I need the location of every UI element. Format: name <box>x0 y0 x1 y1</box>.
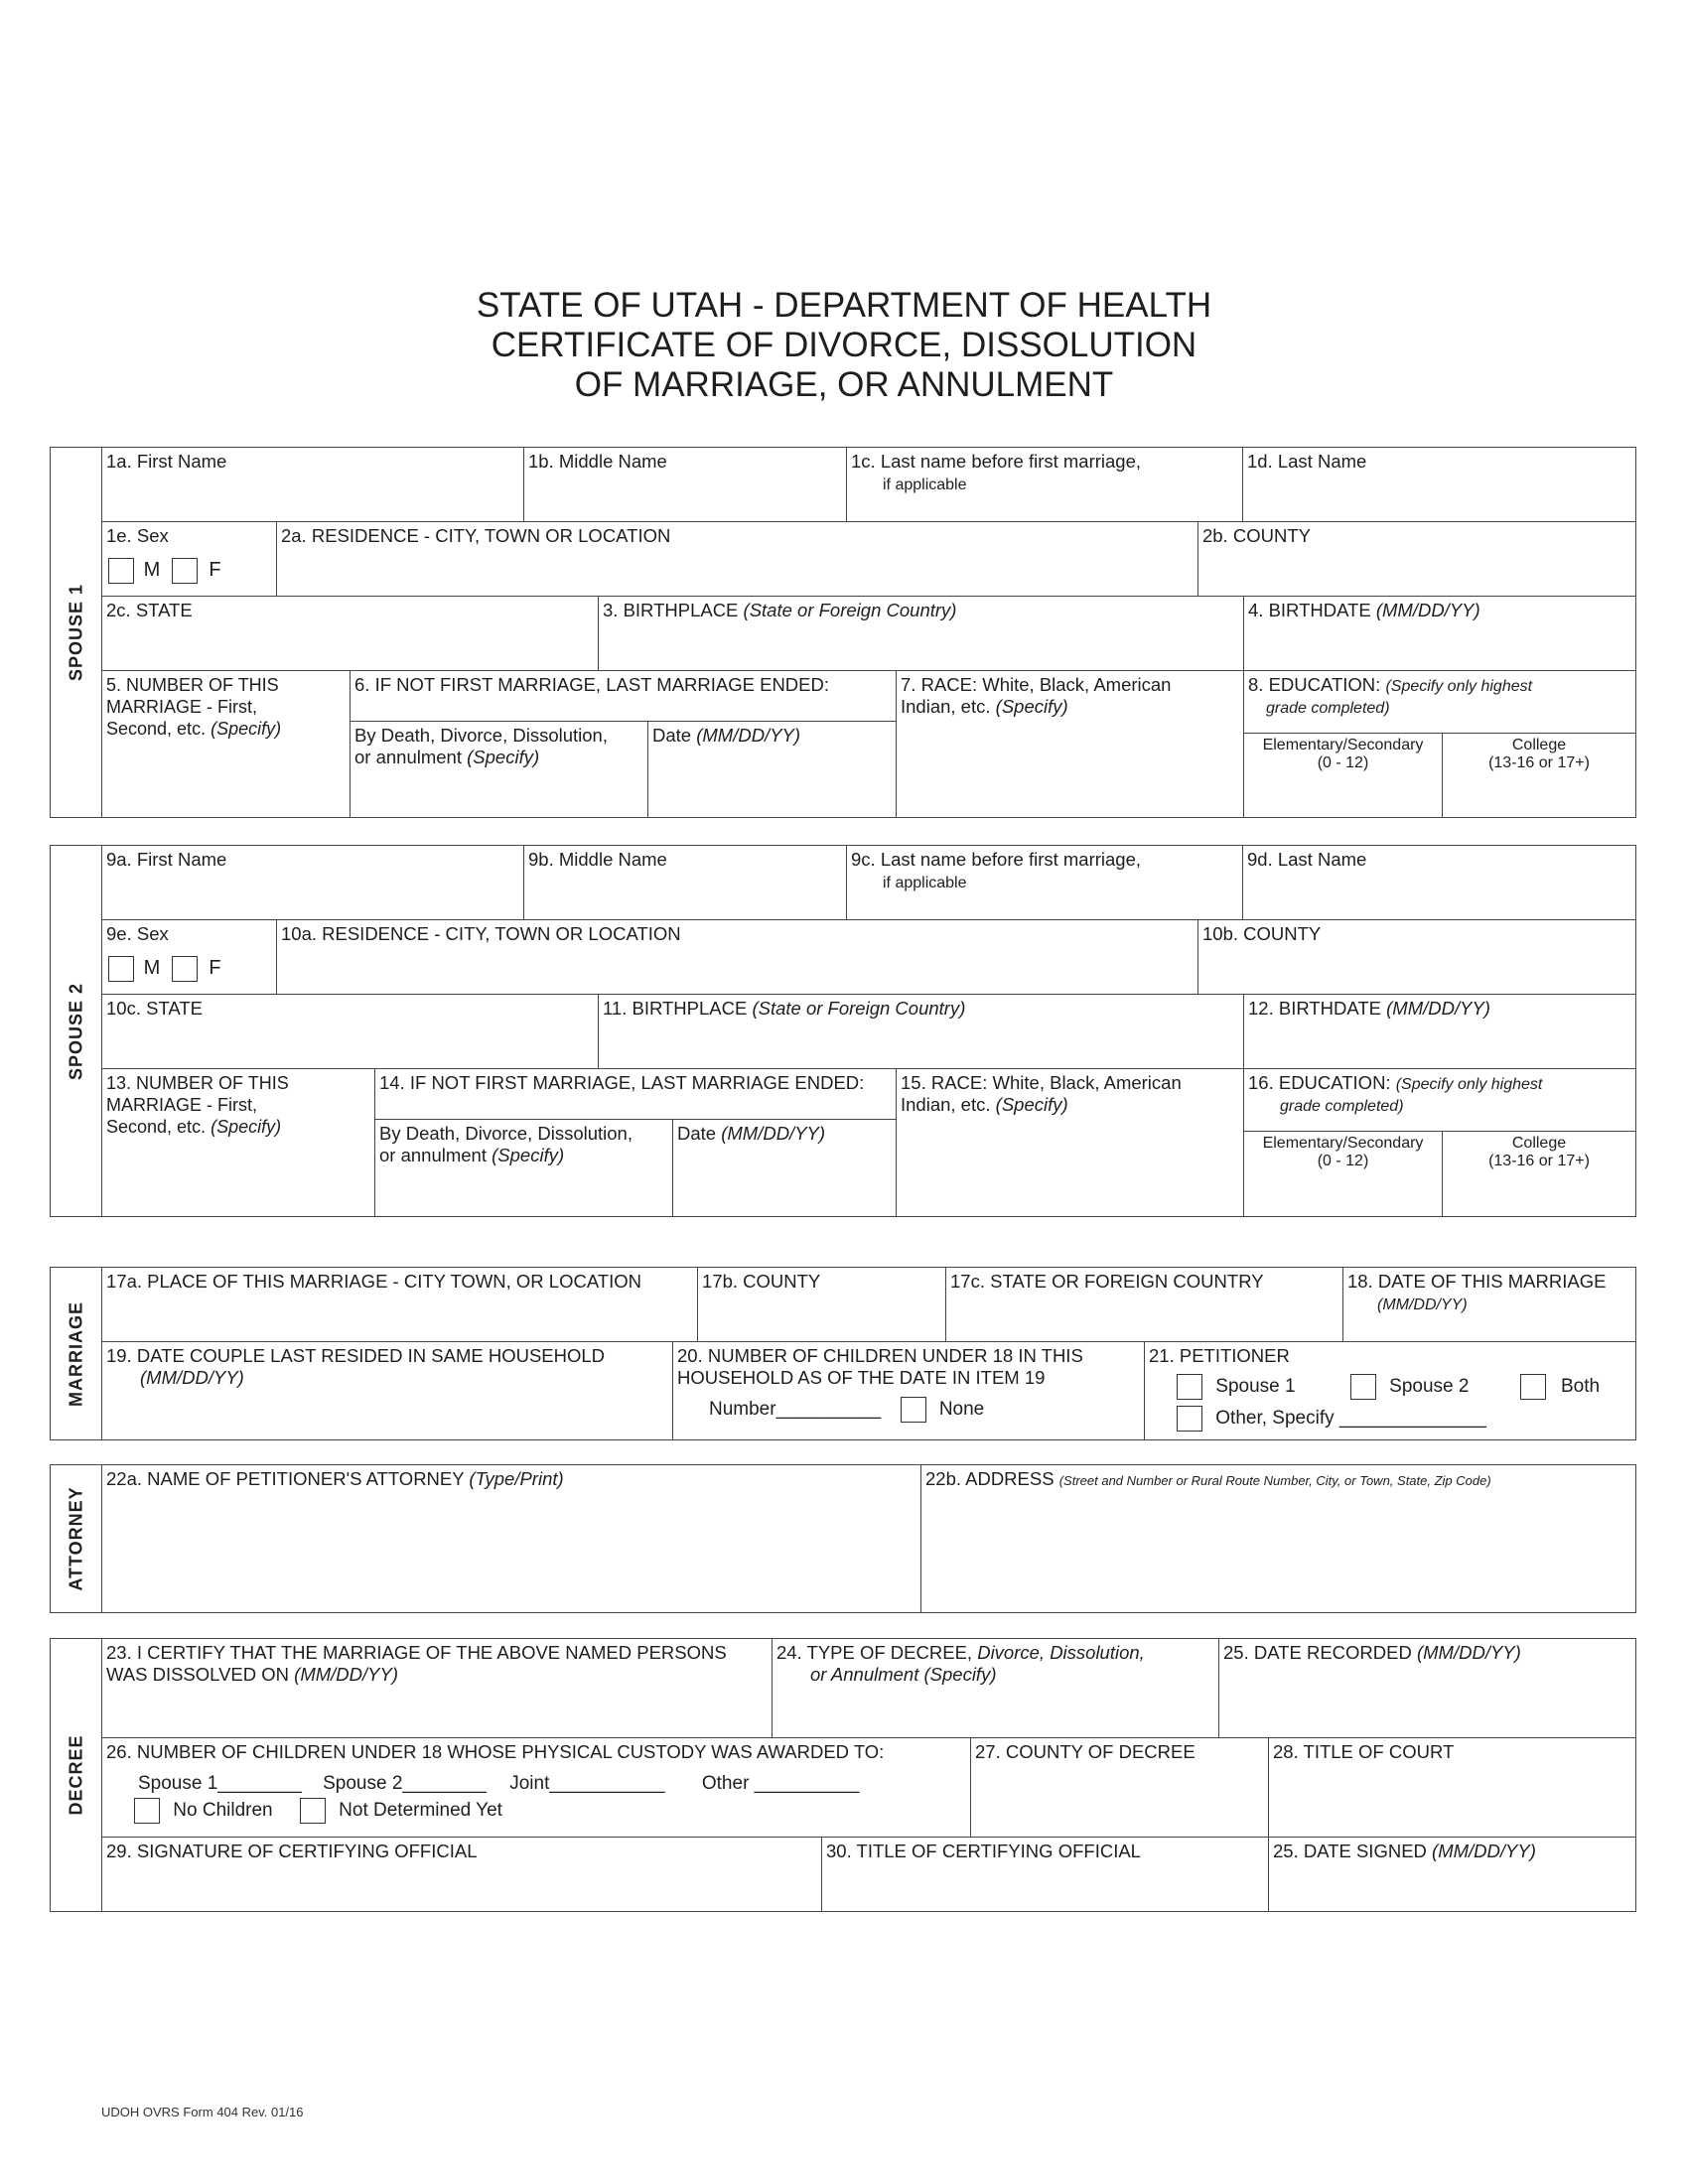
spouse-1-ended-date-field[interactable]: Date (MM/DD/YY) <box>647 722 896 817</box>
spouse-2-male-checkbox[interactable] <box>108 956 134 982</box>
spouse-1-education-header: 8. EDUCATION: (Specify only highest grade completed) <box>1243 671 1635 734</box>
children-in-household-field: 20. NUMBER OF CHILDREN UNDER 18 IN THIS HOUSEHOLD AS OF THE DATE IN ITEM 19 Number__________ None <box>672 1342 1144 1439</box>
form-title-line-1: STATE OF UTAH - DEPARTMENT OF HEALTH <box>476 286 1212 325</box>
spouse-2-ended-by-field[interactable]: By Death, Divorce, Dissolution, or annulment (Specify) <box>374 1120 672 1216</box>
spouse-1-education-college-field[interactable]: College (13-16 or 17+) <box>1442 734 1635 817</box>
date-signed-field[interactable]: 25. DATE SIGNED (MM/DD/YY) <box>1268 1838 1635 1911</box>
spouse-2-education-college-field[interactable]: College (13-16 or 17+) <box>1442 1132 1635 1216</box>
county-of-decree-field[interactable]: 27. COUNTY OF DECREE <box>970 1738 1268 1838</box>
petitioner-other-checkbox[interactable] <box>1177 1406 1202 1432</box>
spouse-1-marriage-number-field[interactable]: 5. NUMBER OF THIS MARRIAGE - First, Second, etc. (Specify) <box>101 671 350 817</box>
attorney-address-field[interactable]: 22b. ADDRESS (Street and Number or Rural Route Number, City, or Town, State, Zip Code) <box>920 1465 1635 1612</box>
spouse-1-last-name-field[interactable]: 1d. Last Name <box>1242 448 1635 522</box>
spouse-1-last-name-before-field[interactable]: 1c. Last name before first marriage, if applicable <box>846 448 1242 522</box>
children-number-input[interactable]: Number__________ <box>709 1399 882 1421</box>
spouse-1-state-field[interactable]: 2c. STATE <box>101 597 598 671</box>
spouse-2-education-elementary-field[interactable]: Elementary/Secondary (0 - 12) <box>1243 1132 1442 1216</box>
custody-joint-input[interactable]: Joint___________ <box>509 1773 665 1794</box>
form-footer: UDOH OVRS Form 404 Rev. 01/16 <box>101 2105 304 2119</box>
spouse-1-section <box>50 447 1636 818</box>
spouse-2-birthdate-field[interactable]: 12. BIRTHDATE (MM/DD/YY) <box>1243 995 1635 1069</box>
form-title-line-3: OF MARRIAGE, OR ANNULMENT <box>574 365 1114 404</box>
petitioner-both-checkbox[interactable] <box>1520 1374 1546 1400</box>
spouse-2-last-name-field[interactable]: 9d. Last Name <box>1242 846 1635 920</box>
spouse-2-education-header: 16. EDUCATION: (Specify only highest grade completed) <box>1243 1069 1635 1132</box>
spouse-1-female-checkbox[interactable] <box>172 558 198 584</box>
custody-spouse-2-input[interactable]: Spouse 2________ <box>323 1773 487 1794</box>
custody-field: 26. NUMBER OF CHILDREN UNDER 18 WHOSE PHYSICAL CUSTODY WAS AWARDED TO: Spouse 1________ Spouse 2________ Joint___________ Other __________ No Children Not Determined Yet <box>101 1738 970 1838</box>
last-resided-date-field[interactable]: 19. DATE COUPLE LAST RESIDED IN SAME HOUSEHOLD (MM/DD/YY) <box>101 1342 672 1439</box>
decree-type-field[interactable]: 24. TYPE OF DECREE, Divorce, Dissolution, or Annulment (Specify) <box>772 1639 1218 1738</box>
spouse-2-last-marriage-ended-header: 14. IF NOT FIRST MARRIAGE, LAST MARRIAGE ENDED: <box>374 1069 896 1120</box>
decree-section <box>50 1638 1636 1912</box>
spouse-1-race-field[interactable]: 7. RACE: White, Black, American Indian, etc. (Specify) <box>896 671 1243 817</box>
spouse-2-section <box>50 845 1636 1217</box>
certifying-signature-field[interactable]: 29. SIGNATURE OF CERTIFYING OFFICIAL <box>101 1838 821 1911</box>
attorney-side-label: ATTORNEY <box>51 1465 102 1612</box>
spouse-2-birthplace-field[interactable]: 11. BIRTHPLACE (State or Foreign Country) <box>598 995 1243 1069</box>
form-title-line-2: CERTIFICATE OF DIVORCE, DISSOLUTION <box>491 326 1197 364</box>
no-children-checkbox[interactable] <box>134 1798 160 1824</box>
spouse-1-residence-field[interactable]: 2a. RESIDENCE - CITY, TOWN OR LOCATION <box>276 522 1197 597</box>
petitioner-spouse-2-checkbox[interactable] <box>1350 1374 1376 1400</box>
custody-other-input[interactable]: Other __________ <box>701 1773 860 1794</box>
spouse-1-ended-by-field[interactable]: By Death, Divorce, Dissolution, or annulment (Specify) <box>350 722 647 817</box>
spouse-2-residence-field[interactable]: 10a. RESIDENCE - CITY, TOWN OR LOCATION <box>276 920 1197 995</box>
marriage-side-label: MARRIAGE <box>51 1268 102 1439</box>
spouse-1-birthdate-field[interactable]: 4. BIRTHDATE (MM/DD/YY) <box>1243 597 1635 671</box>
spouse-2-county-field[interactable]: 10b. COUNTY <box>1197 920 1635 995</box>
spouse-2-sex-field: 9e. Sex M F <box>101 920 276 995</box>
marriage-date-field[interactable]: 18. DATE OF THIS MARRIAGE (MM/DD/YY) <box>1342 1268 1635 1342</box>
marriage-county-field[interactable]: 17b. COUNTY <box>697 1268 945 1342</box>
petitioner-spouse-1-checkbox[interactable] <box>1177 1374 1202 1400</box>
spouse-1-middle-name-field[interactable]: 1b. Middle Name <box>523 448 846 522</box>
spouse-2-middle-name-field[interactable]: 9b. Middle Name <box>523 846 846 920</box>
spouse-2-marriage-number-field[interactable]: 13. NUMBER OF THIS MARRIAGE - First, Second, etc. (Specify) <box>101 1069 374 1216</box>
not-determined-checkbox[interactable] <box>300 1798 326 1824</box>
date-recorded-field[interactable]: 25. DATE RECORDED (MM/DD/YY) <box>1218 1639 1635 1738</box>
attorney-name-field[interactable]: 22a. NAME OF PETITIONER'S ATTORNEY (Type/Print) <box>101 1465 920 1612</box>
marriage-state-field[interactable]: 17c. STATE OR FOREIGN COUNTRY <box>945 1268 1342 1342</box>
spouse-1-county-field[interactable]: 2b. COUNTY <box>1197 522 1635 597</box>
spouse-1-education-elementary-field[interactable]: Elementary/Secondary (0 - 12) <box>1243 734 1442 817</box>
spouse-1-first-name-field[interactable]: 1a. First Name <box>101 448 523 522</box>
spouse-1-birthplace-field[interactable]: 3. BIRTHPLACE (State or Foreign Country) <box>598 597 1243 671</box>
spouse-2-ended-date-field[interactable]: Date (MM/DD/YY) <box>672 1120 896 1216</box>
decree-side-label: DECREE <box>51 1639 102 1911</box>
children-none-checkbox[interactable] <box>901 1397 926 1423</box>
custody-spouse-1-input[interactable]: Spouse 1________ <box>138 1773 302 1794</box>
spouse-2-first-name-field[interactable]: 9a. First Name <box>101 846 523 920</box>
spouse-1-side-label: SPOUSE 1 <box>51 448 102 817</box>
title-of-court-field[interactable]: 28. TITLE OF COURT <box>1268 1738 1635 1838</box>
attorney-section <box>50 1464 1636 1613</box>
marriage-section <box>50 1267 1636 1440</box>
spouse-2-race-field[interactable]: 15. RACE: White, Black, American Indian, etc. (Specify) <box>896 1069 1243 1216</box>
certifying-title-field[interactable]: 30. TITLE OF CERTIFYING OFFICIAL <box>821 1838 1268 1911</box>
dissolved-on-field[interactable]: 23. I CERTIFY THAT THE MARRIAGE OF THE ABOVE NAMED PERSONS WAS DISSOLVED ON (MM/DD/YY) <box>101 1639 772 1738</box>
spouse-1-male-checkbox[interactable] <box>108 558 134 584</box>
petitioner-field: 21. PETITIONER Spouse 1 Spouse 2 Both Other, Specify ______________ <box>1144 1342 1635 1439</box>
petitioner-other-input[interactable]: Other, Specify ______________ <box>1215 1408 1486 1430</box>
spouse-2-female-checkbox[interactable] <box>172 956 198 982</box>
spouse-1-last-marriage-ended-header: 6. IF NOT FIRST MARRIAGE, LAST MARRIAGE ENDED: <box>350 671 896 722</box>
spouse-2-side-label: SPOUSE 2 <box>51 846 102 1216</box>
spouse-2-last-name-before-field[interactable]: 9c. Last name before first marriage, if applicable <box>846 846 1242 920</box>
marriage-place-field[interactable]: 17a. PLACE OF THIS MARRIAGE - CITY TOWN, OR LOCATION <box>101 1268 697 1342</box>
spouse-2-state-field[interactable]: 10c. STATE <box>101 995 598 1069</box>
spouse-1-sex-field: 1e. Sex M F <box>101 522 276 597</box>
